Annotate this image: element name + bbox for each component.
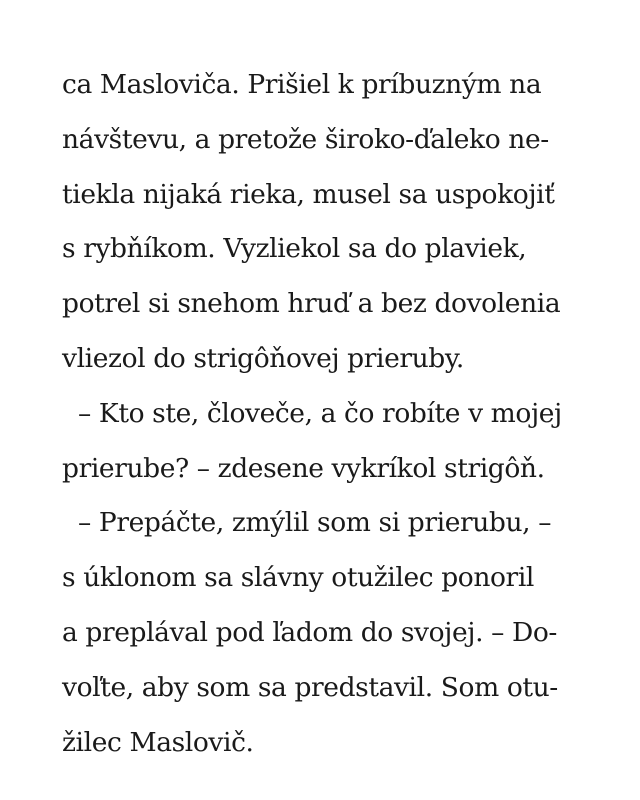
text-line: s rybňíkom. Vyzliekol sa do plaviek, <box>62 233 527 265</box>
body-text <box>62 58 582 770</box>
text-line: ca Masloviča. Prišiel k príbuzným na <box>62 69 542 100</box>
text-line: – Kto ste, človeče, a čo robíte v mojej <box>62 397 562 429</box>
text-line: – Prepáčte, zmýlil som si prierubu, – <box>62 507 552 539</box>
text-line: voľte, aby som sa predstavil. Som otu- <box>62 671 558 703</box>
text-line: a preplával pod ľadom do svojej. – Do- <box>62 616 557 648</box>
text-line: tiekla nijaká rieka, musel sa uspokojiť <box>62 178 555 210</box>
text-line: prierube? – zdesene vykríkol strigôň. <box>62 452 545 484</box>
text-line: vliezol do strigôňovej prieruby. <box>62 342 464 374</box>
text-line: s úklonom sa slávny otužilec ponoril <box>62 562 534 594</box>
text-line: žilec Maslovič. <box>62 726 254 758</box>
text-line: návštevu, a pretože široko-ďaleko ne- <box>62 123 549 155</box>
text-line: potrel si snehom hruď a bez dovolenia <box>62 288 561 320</box>
